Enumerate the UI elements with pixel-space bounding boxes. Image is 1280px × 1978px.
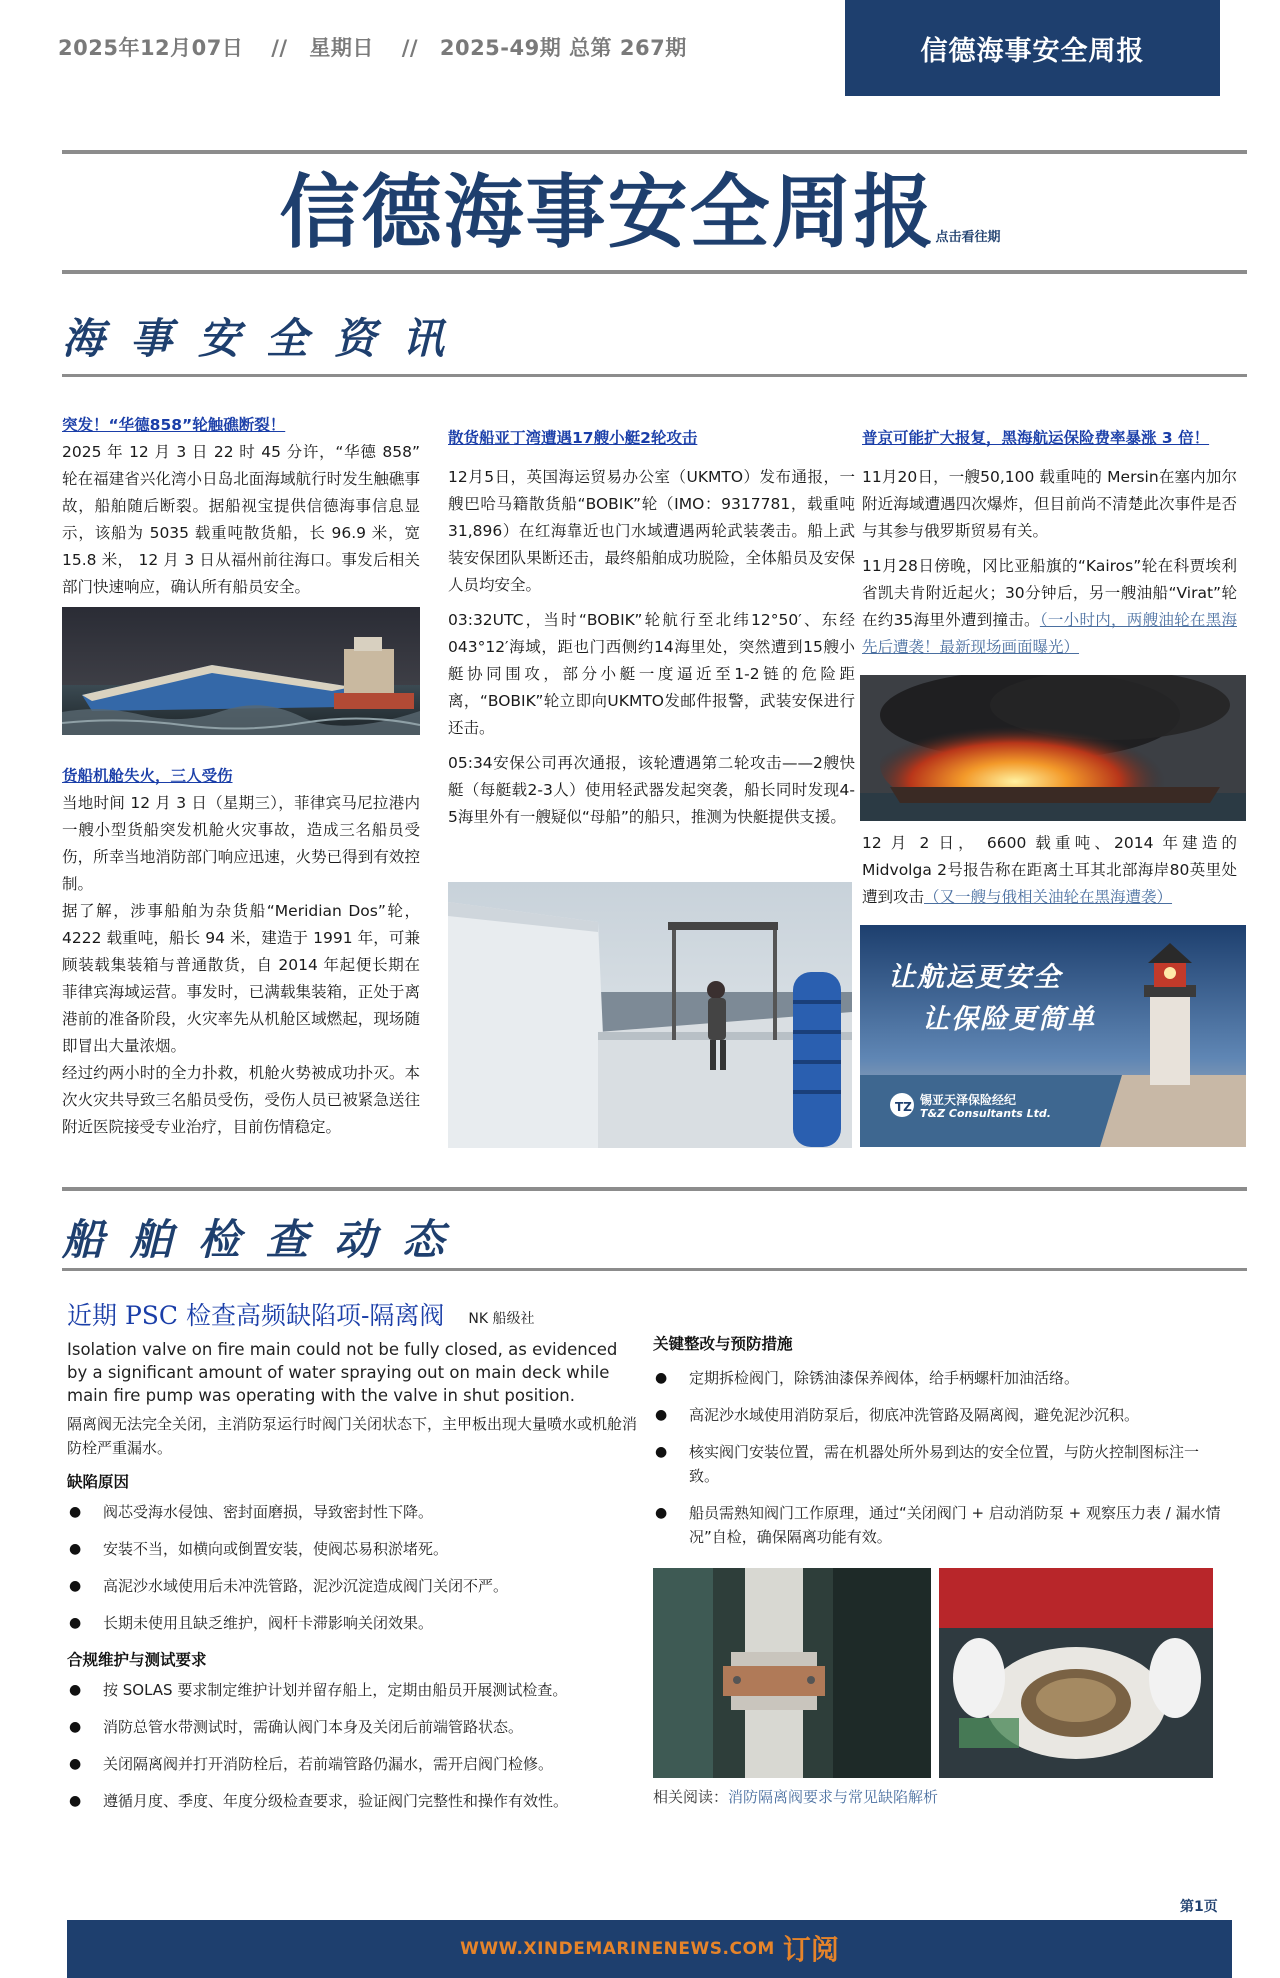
capsized-ship-illustration bbox=[62, 607, 420, 735]
meta-separator: // bbox=[401, 36, 419, 60]
compliance-item: ● 关闭隔离阀并打开消防栓后，若前端管路仍漏水，需开启阀门检修。 bbox=[67, 1752, 642, 1776]
measures-list bbox=[653, 1366, 1223, 1549]
news-paragraph: 11月20日，一艘50,100 载重吨的 Mersin在塞内加尔附近海域遭遇四次爆炸，但目前尚不清楚此次事件是否与其参与俄罗斯贸易有关。 bbox=[862, 468, 1237, 540]
news-column-1-lower bbox=[62, 763, 420, 1141]
measure-item: ● 船员需熟知阀门工作原理，通过“关闭阀门 + 启动消防泵 + 观察压力表 / 漏水情况”自检，确保隔离功能有效。 bbox=[653, 1501, 1223, 1549]
inline-link-black-sea-attack[interactable]: （一小时内，两艘油轮在黑海先后遭袭！最新现场画面曝光） bbox=[862, 611, 1237, 656]
news-column-2 bbox=[448, 425, 855, 839]
cause-item: ● 高泥沙水域使用后未冲洗管路，泥沙沉淀造成阀门关闭不严。 bbox=[67, 1574, 642, 1598]
masthead-title: 信德海事安全周报 bbox=[279, 166, 936, 259]
news-paragraph bbox=[862, 830, 1237, 911]
issue-number: 2025-49期 总第 267期 bbox=[439, 36, 687, 60]
causes-heading: 缺陷原因 bbox=[67, 1473, 130, 1491]
issue-date: 2025年12月07日 bbox=[58, 36, 244, 60]
news-paragraph-text: 12 月 2 日， 6600 载重吨、2014 年建造的 Midvolga 2号报告称在距离土耳其北部海岸80英里处遭到攻击 bbox=[862, 834, 1237, 906]
news-paragraph: 12月5日，英国海运贸易办公室（UKMTO）发布通报，一艘巴哈马籍散货船“BOBIK”轮（IMO：9317781，载重吨31,896）在红海靠近也门水域遭遇两轮武装袭击。船上武装安保团队果断还击，最终船舶成功脱险，全体船员及安保人员均安全。 bbox=[448, 468, 855, 594]
ad-banner-tz-consultants[interactable] bbox=[860, 925, 1246, 1147]
news-column-3 bbox=[862, 425, 1237, 669]
ad-slogan-line2: 让保险更简单 bbox=[922, 1004, 1096, 1035]
issue-meta-line bbox=[58, 32, 693, 62]
related-link[interactable]: 消防隔离阀要求与常见缺陷解析 bbox=[728, 1788, 939, 1806]
inline-link-russia-tanker[interactable]: （又一艘与俄相关油轮在黑海遭袭） bbox=[924, 888, 1173, 906]
ad-company-en: T&Z Consultants Ltd. bbox=[920, 1107, 1051, 1120]
photo-valve-disassembled bbox=[939, 1568, 1213, 1778]
photo-ship-deck bbox=[448, 882, 852, 1148]
news-paragraph: 03:32UTC，当时“BOBIK”轮航行至北纬12°50′、东经043°12′海域，距也门西侧约14海里处，突然遭到15艘小艇协同围攻，部分小艇一度逼近至1-2链的危险距离，“BOBIK”轮立即向UKMTO发邮件报警，武装安保进行还击。 bbox=[448, 611, 855, 737]
valve-piping-illustration bbox=[653, 1568, 931, 1778]
news-headline-bobik[interactable]: 散货船亚丁湾遭遇17艘小艇2轮攻击 bbox=[448, 429, 698, 447]
archive-link[interactable]: 点击看往期 bbox=[935, 230, 1001, 245]
psc-left-lists bbox=[67, 1470, 642, 1826]
photo-capsized-ship bbox=[62, 607, 420, 735]
compliance-item: ● 消防总管水带测试时，需确认阀门本身及关闭后前端管路状态。 bbox=[67, 1715, 642, 1739]
divider bbox=[62, 1268, 1247, 1271]
psc-chinese-paragraph: 隔离阀无法完全关闭，主消防泵运行时阀门关闭状态下，主甲板出现大量喷水或机舱消防栓严重漏水。 bbox=[67, 1415, 638, 1457]
news-paragraph: 据了解，涉事船舶为杂货船“Meridian Dos”轮，4222 载重吨，船长 94 米，建造于 1991 年，可兼顾装载集装箱与普通散货，自 2014 年起便长期在菲律宾海域运营。事发时，已满载集装箱，正处于离港前的准备阶段，火灾率先从机舱区域燃起，现场随即冒出大量浓烟。 bbox=[62, 902, 420, 1055]
news-paragraph: 2025 年 12 月 3 日 22 时 45 分许，“华德 858” 轮在福建省兴化湾小日岛北面海域航行时发生触礁事故，船舶随后断裂。据船视宝提供信德海事信息显示，该船为 5035 载重吨散货船，长 96.9 米，宽 15.8 米， 12 月 3 日从福州前往海口。事发后相关部门快速响应，确认所有船员安全。 bbox=[62, 443, 420, 596]
measure-item: ● 定期拆检阀门，除锈油漆保养阀体，给手柄螺杆加油活络。 bbox=[653, 1366, 1223, 1390]
compliance-item: ● 遵循月度、季度、年度分级检查要求，验证阀门完整性和操作有效性。 bbox=[67, 1789, 642, 1813]
cause-item: ● 阀芯受海水侵蚀、密封面磨损，导致密封性下降。 bbox=[67, 1500, 642, 1524]
news-headline-black-sea[interactable]: 普京可能扩大报复，黑海航运保险费率暴涨 3 倍！ bbox=[862, 429, 1210, 447]
tanker-fire-illustration bbox=[860, 675, 1246, 821]
psc-title-text: 近期 PSC 检查高频缺陷项-隔离阀 bbox=[67, 1301, 445, 1330]
news-column-3-lower bbox=[862, 830, 1237, 919]
divider bbox=[62, 270, 1247, 274]
valve-disassembled-illustration bbox=[939, 1568, 1213, 1778]
news-paragraph: 当地时间 12 月 3 日（星期三），菲律宾马尼拉港内一艘小型货船突发机舱火灾事故，造成三名船员受伤，所幸当地消防部门响应迅速，火势已得到有效控制。 bbox=[62, 794, 420, 893]
section-title-safety-news: 海事安全资讯 bbox=[62, 314, 471, 363]
footer-bar bbox=[67, 1920, 1232, 1978]
ad-slogan-line1: 让航运更安全 bbox=[888, 962, 1062, 993]
header-title-box: 信德海事安全周报 bbox=[845, 0, 1220, 96]
psc-english-paragraph: Isolation valve on fire main could not be fully closed, as evidenced by a significant amount of water spraying out on main deck while main fire pump was operating with the valve in shut position. bbox=[67, 1340, 618, 1405]
divider bbox=[62, 374, 1247, 377]
news-headline-cargo-fire[interactable]: 货船机舱失火，三人受伤 bbox=[62, 767, 233, 785]
meta-separator: // bbox=[271, 36, 288, 60]
news-column-1 bbox=[62, 412, 420, 609]
psc-right-lists bbox=[653, 1332, 1223, 1562]
related-reading bbox=[653, 1786, 938, 1807]
compliance-heading: 合规维护与测试要求 bbox=[67, 1651, 207, 1669]
ad-company-cn: 锡亚天泽保险经纪 bbox=[920, 1093, 1017, 1107]
cause-item: ● 安装不当，如横向或倒置安装，使阀芯易积淤堵死。 bbox=[67, 1537, 642, 1561]
section-title-inspection: 船舶检查动态 bbox=[62, 1215, 471, 1264]
news-paragraph bbox=[862, 553, 1237, 661]
divider bbox=[62, 1187, 1247, 1191]
ship-deck-illustration bbox=[448, 882, 852, 1148]
page-number: 第1页 bbox=[1180, 1899, 1218, 1915]
measure-item: ● 高泥沙水域使用消防泵后，彻底冲洗管路及隔离阀，避免泥沙沉积。 bbox=[653, 1403, 1223, 1427]
svg-text:TZ: TZ bbox=[895, 1100, 912, 1114]
causes-list bbox=[67, 1500, 642, 1635]
footer-website-link[interactable]: WWW.XINDEMARINENEWS.COM bbox=[460, 1939, 775, 1959]
divider bbox=[62, 150, 1247, 154]
news-paragraph-text: 11月28日傍晚，冈比亚船旗的“Kairos”轮在科贾埃利省凯夫肯附近起火；30分钟后，另一艘油船“Virat”轮在约35海里外遭到撞击。 bbox=[862, 557, 1237, 629]
news-paragraph: 经过约两小时的全力扑救，机舱火势被成功扑灭。本次火灾共导致三名船员受伤，受伤人员已被紧急送往附近医院接受专业治疗，目前伤情稳定。 bbox=[62, 1064, 420, 1136]
psc-article-title bbox=[67, 1296, 535, 1332]
issue-weekday: 星期日 bbox=[309, 36, 374, 60]
compliance-list bbox=[67, 1678, 642, 1813]
photo-valve-piping bbox=[653, 1568, 931, 1778]
photo-tanker-fire bbox=[860, 675, 1246, 821]
masthead bbox=[0, 163, 1280, 263]
measure-item: ● 核实阀门安装位置，需在机器处所外易到达的安全位置，与防火控制图标注一致。 bbox=[653, 1440, 1223, 1488]
cause-item: ● 长期未使用且缺乏维护，阀杆卡滞影响关闭效果。 bbox=[67, 1611, 642, 1635]
compliance-item: ● 按 SOLAS 要求制定维护计划并留存船上，定期由船员开展测试检查。 bbox=[67, 1678, 642, 1702]
measures-heading: 关键整改与预防措施 bbox=[653, 1335, 793, 1353]
related-label: 相关阅读： bbox=[653, 1788, 729, 1806]
news-paragraph: 05:34安保公司再次通报，该轮遭遇第二轮攻击——2艘快艇（每艇载2-3人）使用轻武器发起突袭，船长同时发现4-5海里外有一艘疑似“母船”的船只，推测为快艇提供支援。 bbox=[448, 754, 855, 826]
news-headline-huade858[interactable]: 突发！“华德858”轮触礁断裂！ bbox=[62, 416, 286, 434]
subscribe-link[interactable]: 订阅 bbox=[782, 1932, 839, 1966]
psc-source: NK 船级社 bbox=[468, 1310, 535, 1327]
